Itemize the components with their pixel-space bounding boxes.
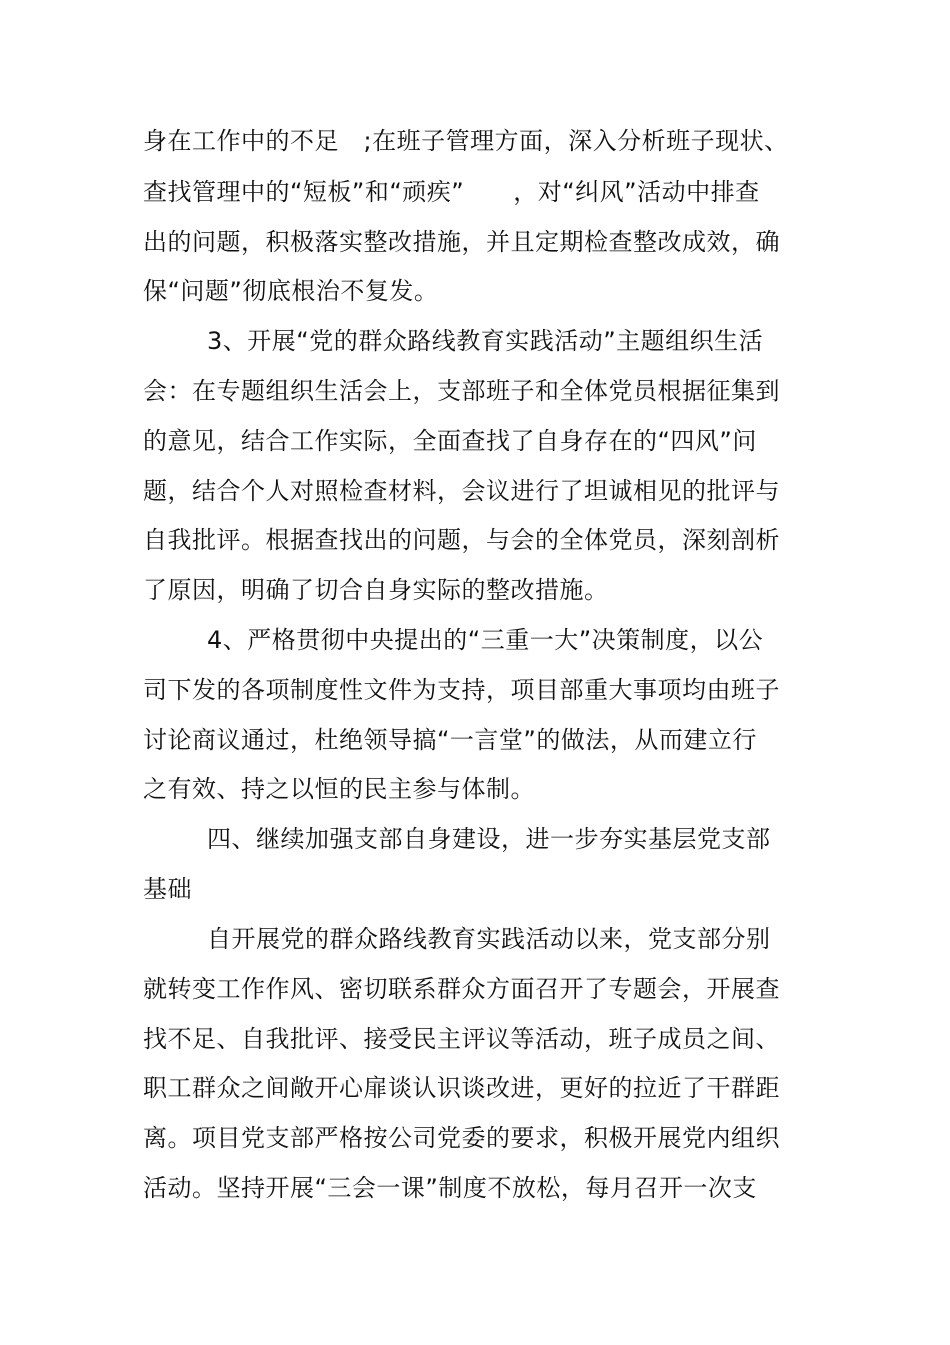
text-line: 题，结合个人对照检查材料，会议进行了坦诚相见的批评与 [143, 477, 780, 505]
text-line: 司下发的各项制度性文件为支持，项目部重大事项均由班子 [143, 676, 780, 704]
text-line: 自我批评。根据查找出的问题，与会的全体党员，深刻剖析 [143, 526, 780, 554]
text-line: 讨论商议通过，杜绝领导搞“一言堂”的做法，从而建立行 [143, 726, 757, 754]
text-line: 保“问题”彻底根治不复发。 [143, 277, 439, 305]
text-line: 出的问题，积极落实整改措施，并且定期检查整改成效，确 [143, 228, 780, 256]
section-heading-cont: 基础 [143, 875, 192, 903]
paragraph-4-start: 4、严格贯彻中央提出的“三重一大”决策制度，以公 [207, 626, 764, 654]
text-line: 了原因，明确了切合自身实际的整改措施。 [143, 576, 609, 604]
text-line: 就转变工作作风、密切联系群众方面召开了专题会，开展查 [143, 975, 780, 1003]
paragraph-3-start: 3、开展“党的群众路线教育实践活动”主题组织生活 [207, 327, 764, 355]
text-line: 查找管理中的“短板”和“顽疾” ，对“纠风”活动中排查 [143, 178, 760, 206]
paragraph-start: 自开展党的群众路线教育实践活动以来，党支部分别 [207, 925, 771, 953]
section-heading: 四、继续加强支部自身建设，进一步夯实基层党支部 [207, 825, 771, 853]
text-line: 之有效、持之以恒的民主参与体制。 [143, 775, 535, 803]
text-line: 找不足、自我批评、接受民主评议等活动，班子成员之间、 [143, 1025, 780, 1053]
text-line: 活动。坚持开展“三会一课”制度不放松，每月召开一次支 [143, 1174, 757, 1202]
text-line: 会：在专题组织生活会上，支部班子和全体党员根据征集到 [143, 377, 780, 405]
text-line: 身在工作中的不足 ;在班子管理方面，深入分析班子现状、 [143, 127, 789, 155]
text-line: 的意见，结合工作实际，全面查找了自身存在的“四风”问 [143, 427, 757, 455]
text-line: 离。项目党支部严格按公司党委的要求，积极开展党内组织 [143, 1124, 780, 1152]
text-line: 职工群众之间敞开心扉谈认识谈改进，更好的拉近了干群距 [143, 1074, 780, 1102]
